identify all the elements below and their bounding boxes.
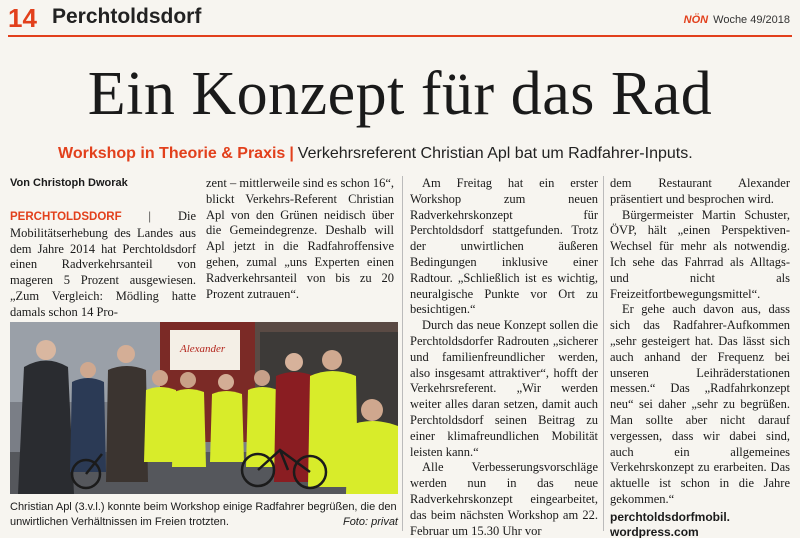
website-link-line-1: perchtoldsdorfmobil.	[610, 509, 730, 524]
photo-illustration	[10, 322, 398, 494]
byline: Von Christoph Dworak	[10, 177, 128, 189]
website-link[interactable]	[610, 510, 790, 538]
dateline: PERCHTOLDSDORF	[10, 211, 122, 223]
kicker: Workshop in Theorie & Praxis	[58, 145, 286, 162]
publication-info	[684, 14, 790, 26]
article-photo	[10, 322, 398, 494]
publication-logo: NÖN	[683, 14, 709, 26]
page-number: 14	[8, 3, 37, 33]
section-name: Perchtoldsdorf	[52, 5, 202, 28]
article-column-2	[206, 176, 394, 302]
headline: Ein Konzept für das Rad	[87, 60, 713, 128]
column-divider	[402, 176, 403, 531]
website-link-line-2: wordpress.com	[610, 524, 699, 538]
subheadline	[58, 145, 693, 163]
photo-caption	[10, 500, 398, 530]
page-header	[0, 0, 800, 38]
column-2-paragraph: zent – mittlerweile sind es schon 16“, blickt Verkehrs-Referent Christian Apl von den Grünen neidisch über die Gemeindegrenze. Deshalb will Apl jetzt in die Radfahroffensive gehen, zumal „uns Experten einen Radverkehrsanteil von bis zu 20 Prozent zutrauen“.	[206, 176, 394, 301]
column-4-paragraph-3: Er gehe auch davon aus, dass sich das Radfahrer-Aufkommen „sehr gesteigert hat. Das lässt sich auch anhand der Frequenz bei unseren Leihräderstationen messen.“ Das „Radfahrkonzept neu“ sei daher „sehr zu begrüßen. Man sollte aber nicht darauf vergessen, dass wir dabei sind, auch ein allgemeines Verkehrskonzept zu erarbeiten. Das aktuelle ist schon in die Jahre gekommen.“	[610, 302, 790, 506]
shop-sign: Alexander	[180, 343, 226, 355]
deck: Verkehrsreferent Christian Apl bat um Radfahrer-Inputs.	[297, 145, 693, 162]
column-3-paragraph-3: Alle Verbesserungsvorschläge werden nun in das neue Radverkehrskonzept eingearbeitet, das beim nächsten Workshop am 22. Februar um 15.30 Uhr vor	[410, 460, 598, 538]
column-4-paragraph-1: dem Restaurant Alexander präsentiert und besprochen wird.	[610, 176, 790, 206]
column-3-paragraph-1: Am Freitag hat ein erster Workshop zum neuen Radverkehrskonzept für Perchtoldsdorf stattgefunden. Trotz der unwirtlichen äußeren Bedingungen inklusive einer Radtour. „Schließlich ist es wichtig, neuralgische Punkte vor Ort zu besichtigen.“	[410, 176, 598, 317]
issue-label: Woche 49/2018	[713, 14, 790, 26]
column-1-paragraph	[10, 209, 196, 321]
kicker-separator: |	[289, 145, 294, 162]
article-column-1	[10, 209, 196, 321]
caption-text: Christian Apl (3.v.l.) konnte beim Workshop einige Radfahrer begrüßen, die den unwirtlichen Verhältnissen im Freien trotzten.	[10, 501, 397, 528]
header-rule	[8, 35, 792, 37]
article-column-3	[410, 176, 598, 538]
column-divider	[603, 176, 604, 531]
photo-credit: Foto: privat	[342, 516, 398, 528]
column-1-text: Die Mobilitätserhebung des Landes aus dem Jahre 2014 hat Perchtoldsdorf einen Radverkehrsanteil von mageren 5 Prozent ausgewiesen. „Zum Vergleich: Mödling hatte damals schon 14 Pro-	[10, 209, 196, 319]
dateline-separator: |	[121, 209, 178, 223]
column-3-paragraph-2: Durch das neue Konzept sollen die Perchtoldsdorfer Radrouten „sicherer und familienfreundlicher werden, also insgesamt attraktiver“, hofft der Verkehrsreferent. „Wir werden weiter alles daran setzen, damit auch Perchtoldsdorf seinen Beitrag zu einer klimafreundlichen Mobilität leisten kann.“	[410, 318, 598, 459]
article-column-4	[610, 176, 790, 538]
column-4-paragraph-2: Bürgermeister Martin Schuster, ÖVP, hält „einen Perspektiven-Wechsel für mehr als notwendig. Ich sehe das Fahrrad als Alltags- und nicht als Freizeitfortbewegungsmittel“.	[610, 207, 790, 301]
